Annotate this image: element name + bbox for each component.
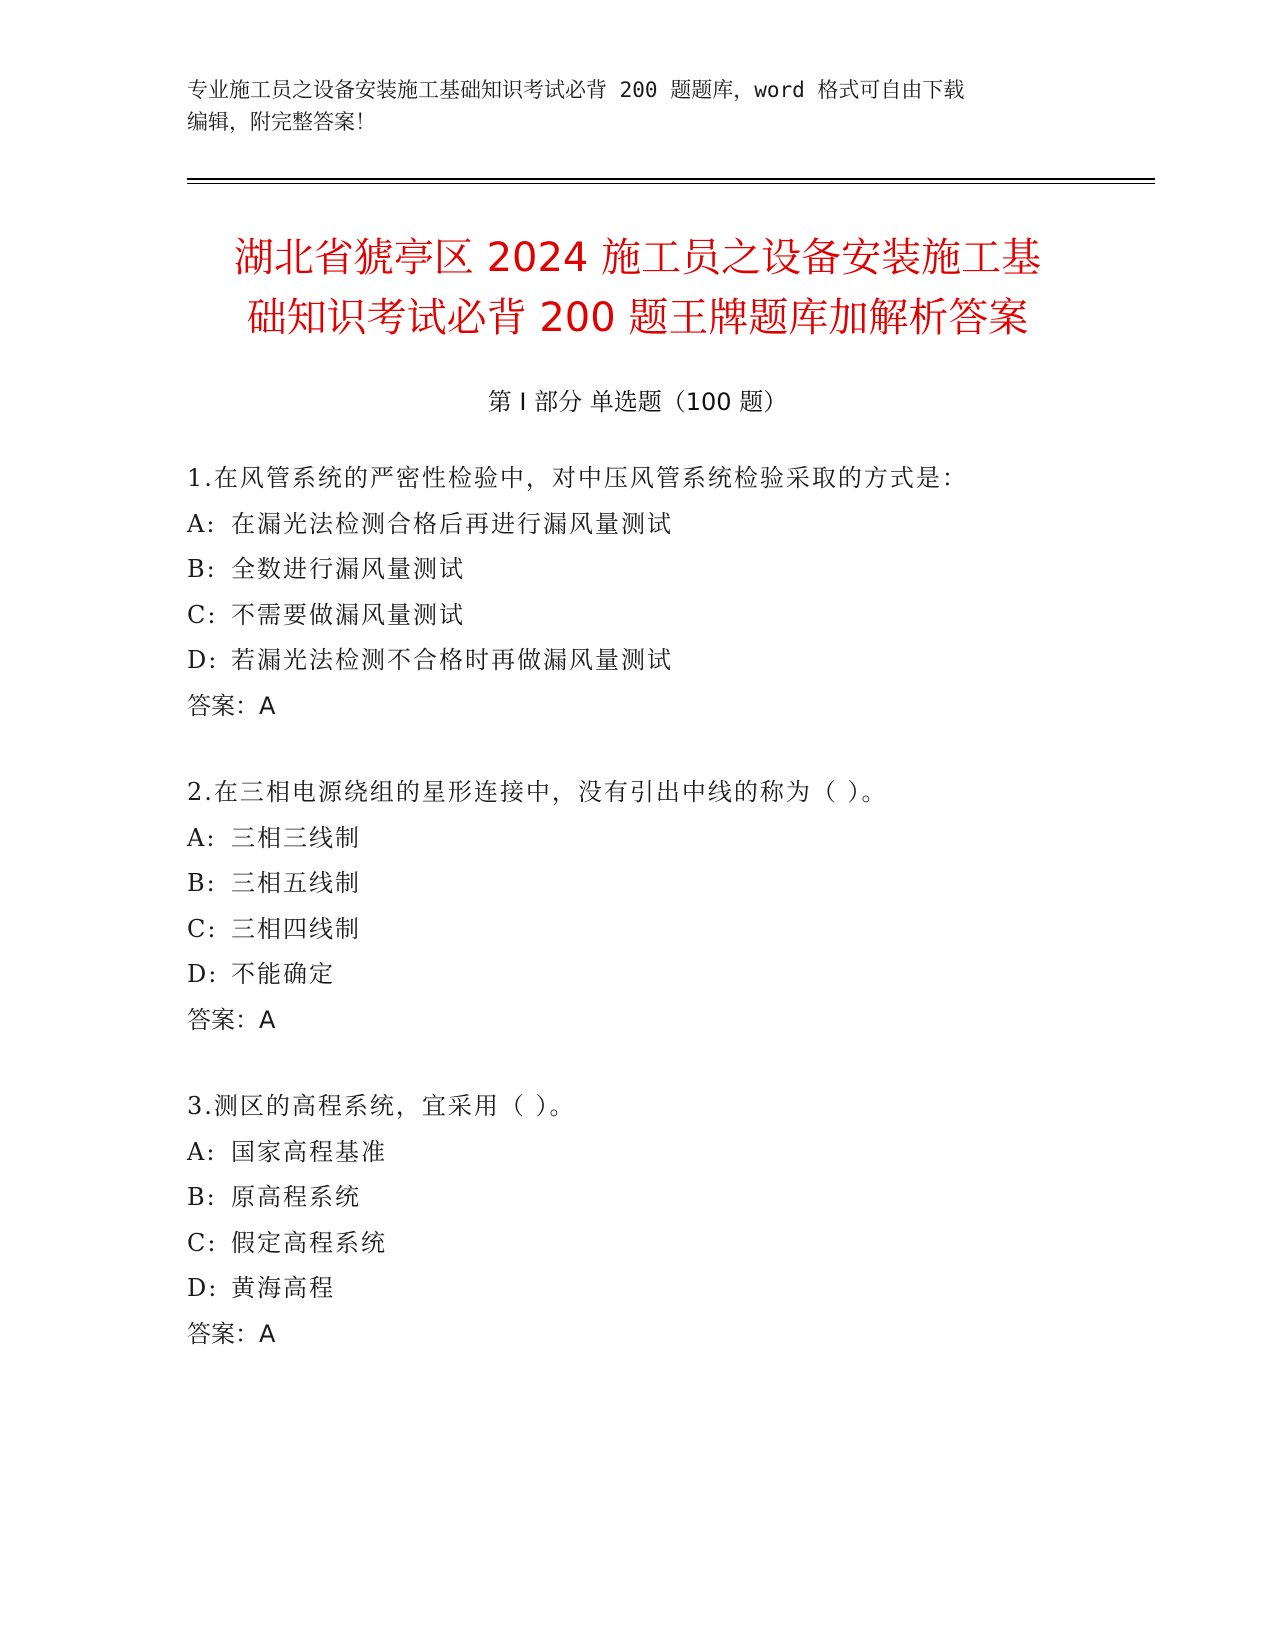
option-key: A: [187, 1137, 217, 1166]
option-key: A: [187, 509, 217, 538]
answer-value: A [259, 691, 276, 720]
document-title-line-1: 湖北省猇亭区 2024 施工员之设备安装施工基 [233, 235, 1042, 281]
question-stem: 3.测区的高程系统，宜采用（ ）。 [187, 1092, 576, 1120]
option-key: C: [187, 600, 218, 629]
answer-line [187, 1312, 1137, 1358]
answer-line [187, 998, 1137, 1044]
option-key: B: [187, 869, 217, 897]
option-b [187, 1175, 1137, 1221]
header-divider-thick [187, 178, 1155, 180]
option-text: 原高程系统 [231, 1183, 361, 1211]
option-text: 三相五线制 [231, 869, 361, 897]
option-d [187, 638, 1137, 684]
option-c [187, 907, 1137, 953]
header-note-line-1: 专业施工员之设备安装施工基础知识考试必背 200 题题库，word 格式可自由下载 [187, 78, 965, 102]
option-b [187, 861, 1137, 907]
option-c [187, 593, 1137, 639]
question-2 [187, 770, 1137, 1043]
section-title: 第 I 部分 单选题（100 题） [487, 388, 788, 416]
option-d [187, 1266, 1137, 1312]
option-a [187, 502, 1137, 548]
option-key: A: [187, 823, 217, 852]
option-key: D: [187, 646, 219, 674]
answer-line [187, 684, 1137, 730]
option-c [187, 1221, 1137, 1267]
answer-label: 答案： [187, 1319, 259, 1348]
option-key: C: [187, 914, 218, 943]
option-text: 黄海高程 [231, 1274, 335, 1302]
header-note-line-2: 编辑，附完整答案！ [187, 110, 376, 134]
answer-label: 答案： [187, 691, 259, 720]
option-text: 在漏光法检测合格后再进行漏风量测试 [231, 509, 673, 538]
question-stem: 2.在三相电源绕组的星形连接中，没有引出中线的称为（ ）。 [187, 778, 888, 806]
option-key: D: [187, 1274, 219, 1302]
header-note [187, 74, 1087, 138]
option-text: 全数进行漏风量测试 [231, 555, 465, 583]
option-text: 假定高程系统 [231, 1228, 387, 1257]
document-title-line-2: 础知识考试必背 200 题王牌题库加解析答案 [246, 295, 1029, 341]
option-text: 不能确定 [231, 960, 335, 988]
option-key: C: [187, 1228, 218, 1257]
option-text: 不需要做漏风量测试 [231, 600, 465, 629]
option-a [187, 1130, 1137, 1176]
option-b [187, 547, 1137, 593]
option-key: B: [187, 1183, 217, 1211]
answer-value: A [259, 1005, 276, 1034]
question-1 [187, 456, 1137, 729]
option-a [187, 816, 1137, 862]
option-text: 三相三线制 [231, 823, 361, 852]
question-3 [187, 1084, 1137, 1357]
answer-label: 答案： [187, 1005, 259, 1034]
option-d [187, 952, 1137, 998]
answer-value: A [259, 1319, 276, 1348]
question-stem: 1.在风管系统的严密性检验中，对中压风管系统检验采取的方式是： [187, 464, 968, 492]
option-text: 三相四线制 [231, 914, 361, 943]
option-text: 若漏光法检测不合格时再做漏风量测试 [231, 646, 673, 674]
option-key: B: [187, 555, 217, 583]
header-divider-thin [187, 183, 1155, 184]
document-title [150, 228, 1125, 348]
option-text: 国家高程基准 [231, 1137, 387, 1166]
option-key: D: [187, 960, 219, 988]
